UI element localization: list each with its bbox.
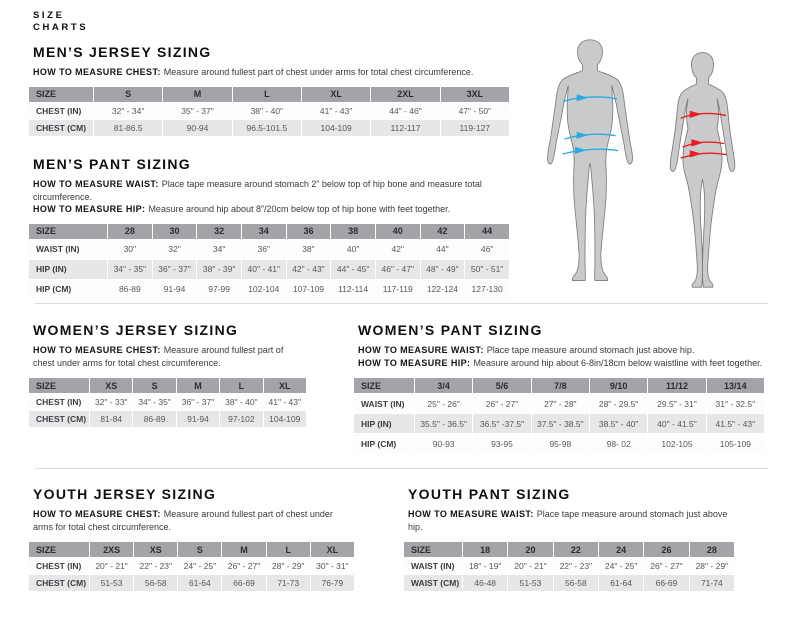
size-value: 51-53 [90,575,133,591]
howto-label: HOW TO MEASURE WAIST: [408,509,534,519]
column-header: XL [264,378,306,393]
size-value: 96.5-101.5 [233,120,301,136]
table-row [404,575,734,591]
table-row [404,558,734,574]
howto-block [403,508,735,534]
male-silhouette [548,40,633,281]
column-header: 7/8 [532,378,589,393]
size-value: 20" - 21" [508,558,552,574]
column-header: M [177,378,219,393]
column-header: L [233,87,301,102]
column-header: 5/6 [473,378,530,393]
howto-block [28,508,355,534]
size-value: 66-69 [644,575,688,591]
size-value: 104-109 [302,120,370,136]
column-header: SIZE [29,542,89,557]
size-value: 38" [287,240,331,259]
howto-label: HOW TO MEASURE WAIST: [33,179,159,189]
size-value: 38" - 40" [220,394,262,410]
row-label: WAIST (IN) [404,558,462,574]
row-label: CHEST (CM) [29,575,89,591]
page-title [33,10,88,34]
size-value: 104-109 [264,411,306,427]
section-divider [35,468,768,469]
size-value: 86-89 [133,411,175,427]
size-value: 51-53 [508,575,552,591]
size-value: 56-58 [134,575,177,591]
size-value: 44" - 45" [331,260,375,279]
howto-label: HOW TO MEASURE WAIST: [358,345,484,355]
column-header: 44 [465,224,509,239]
column-header: 20 [508,542,552,557]
column-header: 11/12 [648,378,705,393]
size-value: 36" - 37" [177,394,219,410]
size-value: 71-74 [690,575,734,591]
size-value: 30" [108,240,152,259]
column-header: 24 [599,542,643,557]
column-header: XS [134,542,177,557]
size-value: 35" - 37" [163,103,231,119]
size-value: 117-119 [376,280,420,299]
section-title: MEN’S PANT SIZING [33,156,191,172]
table-row [29,280,509,299]
column-header: 13/14 [707,378,764,393]
row-label: WAIST (IN) [29,240,107,259]
row-label: WAIST (CM) [404,575,462,591]
table-header-row [29,542,354,557]
section-youth-jersey-sizing [28,486,355,592]
howto-label: HOW TO MEASURE CHEST: [33,509,161,519]
howto-block [28,178,510,216]
size-value: 27" - 28" [532,394,589,413]
column-header: 36 [287,224,331,239]
male-body-figure [540,36,640,286]
size-value: 105-109 [707,434,764,453]
table-header-row [404,542,734,557]
size-value: 37.5" - 38.5" [532,414,589,433]
size-value: 36.5" -37.5" [473,414,530,433]
size-value: 48" - 49" [421,260,465,279]
size-value: 90-93 [415,434,472,453]
howto-label: HOW TO MEASURE CHEST: [33,345,161,355]
howto-block [353,344,765,370]
size-value: 32" - 34" [94,103,162,119]
howto-line [408,508,735,533]
column-header: S [133,378,175,393]
size-value: 41" - 43" [264,394,306,410]
size-value: 112-117 [371,120,439,136]
column-header: 26 [644,542,688,557]
female-silhouette [670,53,735,288]
howto-text: Place tape measure around stomach just above hip. [486,345,695,355]
size-value: 25" - 26" [415,394,472,413]
howto-text: Place tape measure around stomach just above hip. [408,509,728,532]
womens-jersey-size-table [28,377,307,428]
size-value: 91-94 [177,411,219,427]
size-value: 66-69 [222,575,265,591]
section-title: YOUTH PANT SIZING [408,486,571,502]
size-value: 56-58 [554,575,598,591]
size-value: 38" - 40" [233,103,301,119]
section-mens-pant-sizing [28,156,510,300]
size-value: 38" - 39" [197,260,241,279]
column-header: M [222,542,265,557]
mens-jersey-size-table [28,86,510,137]
howto-line [33,344,307,369]
column-header: SIZE [29,378,89,393]
size-value: 112-114 [331,280,375,299]
size-value: 26" - 27" [222,558,265,574]
column-header: SIZE [404,542,462,557]
column-header: M [163,87,231,102]
size-value: 127-130 [465,280,509,299]
table-header-row [29,224,509,239]
size-value: 40" - 41" [242,260,286,279]
column-header: SIZE [29,87,93,102]
column-header: XL [302,87,370,102]
size-value: 28" - 29" [690,558,734,574]
table-row [354,394,764,413]
size-value: 93-95 [473,434,530,453]
size-value: 40" - 41.5" [648,414,705,433]
size-value: 122-124 [421,280,465,299]
size-value: 119-127 [441,120,509,136]
female-body-figure [655,50,750,288]
howto-label: HOW TO MEASURE HIP: [33,204,146,214]
column-header: 40 [376,224,420,239]
size-value: 46" [465,240,509,259]
youth-pant-size-table [403,541,735,592]
howto-line [33,203,510,216]
size-value: 71-73 [267,575,310,591]
table-row [354,434,764,453]
size-value: 81-86.5 [94,120,162,136]
section-title: YOUTH JERSEY SIZING [33,486,217,502]
section-title: WOMEN’S PANT SIZING [358,322,543,338]
size-value: 38.5" - 40" [590,414,647,433]
size-value: 35.5" - 36.5" [415,414,472,433]
column-header: 30 [153,224,197,239]
section-mens-jersey-sizing [28,44,510,137]
row-label: CHEST (IN) [29,558,89,574]
table-header-row [354,378,764,393]
youth-jersey-size-table [28,541,355,592]
size-value: 91-94 [153,280,197,299]
table-header-row [29,87,509,102]
column-header: 32 [197,224,241,239]
size-value: 107-109 [287,280,331,299]
row-label: WAIST (IN) [354,394,414,413]
size-value: 41.5" - 43" [707,414,764,433]
size-value: 26" - 27" [473,394,530,413]
row-label: CHEST (IN) [29,103,93,119]
size-value: 20" - 21" [90,558,133,574]
column-header: XS [90,378,132,393]
column-header: 18 [463,542,507,557]
size-value: 32" - 33" [90,394,132,410]
size-value: 28" - 29" [267,558,310,574]
size-value: 76-79 [311,575,354,591]
size-value: 28" - 29.5" [590,394,647,413]
size-value: 81-84 [90,411,132,427]
howto-block [28,344,307,370]
row-label: CHEST (CM) [29,120,93,136]
size-value: 26" - 27" [644,558,688,574]
column-header: 28 [108,224,152,239]
size-value: 50" - 51" [465,260,509,279]
mens-pant-size-table [28,223,510,300]
size-value: 90-94 [163,120,231,136]
howto-text: Measure around fullest part of chest under arms for total chest circumference. [163,67,474,77]
size-value: 61-64 [599,575,643,591]
column-header: SIZE [354,378,414,393]
size-value: 61-64 [178,575,221,591]
size-value: 24" - 25" [599,558,643,574]
table-row [29,575,354,591]
column-header: 2XL [371,87,439,102]
size-value: 41" - 43" [302,103,370,119]
howto-label: HOW TO MEASURE HIP: [358,357,471,368]
howto-block [28,66,510,79]
size-value: 22" - 23" [134,558,177,574]
section-youth-pant-sizing [403,486,735,592]
page-title-line2: CHARTS [33,22,89,33]
size-value: 95-98 [532,434,589,453]
row-label: HIP (IN) [29,260,107,279]
table-row [29,558,354,574]
size-value: 18" - 19" [463,558,507,574]
size-value: 102-104 [242,280,286,299]
section-womens-pant-sizing [353,322,765,454]
column-header: 38 [331,224,375,239]
size-value: 32" [153,240,197,259]
size-value: 47" - 50" [441,103,509,119]
column-header: 2XS [90,542,133,557]
howto-text: Measure around fullest part of chest under arms for total chest circumference. [33,509,333,532]
column-header: S [178,542,221,557]
size-value: 46" - 47" [376,260,420,279]
howto-line [33,508,355,533]
size-value: 86-89 [108,280,152,299]
section-title: MEN’S JERSEY SIZING [33,44,212,60]
row-label: CHEST (IN) [29,394,89,410]
page-title-line1: SIZE [33,10,65,21]
howto-text: Place tape measure around stomach 2” below top of hip bone and measure total circumference. [33,179,482,202]
section-title: WOMEN’S JERSEY SIZING [33,322,239,338]
size-value: 42" [376,240,420,259]
table-row [29,260,509,279]
size-value: 30" - 31" [311,558,354,574]
table-row [29,103,509,119]
column-header: S [94,87,162,102]
column-header: 3/4 [415,378,472,393]
howto-line [33,66,510,79]
womens-pant-size-table [353,377,765,454]
size-value: 22" - 23" [554,558,598,574]
column-header: 9/10 [590,378,647,393]
size-value: 44" - 46" [371,103,439,119]
size-value: 98- 02 [590,434,647,453]
howto-text: Measure around hip about 8”/20cm below top of hip bone with feet together. [148,204,451,214]
column-header: XL [311,542,354,557]
howto-line [358,357,765,370]
section-womens-jersey-sizing [28,322,307,428]
size-value: 97-99 [197,280,241,299]
table-row [354,414,764,433]
column-header: 22 [554,542,598,557]
column-header: 34 [242,224,286,239]
column-header: L [220,378,262,393]
table-row [29,411,306,427]
section-divider [35,303,768,304]
size-value: 34" - 35" [108,260,152,279]
measurement-figures [530,30,790,300]
column-header: L [267,542,310,557]
size-value: 36" - 37" [153,260,197,279]
size-value: 42" - 43" [287,260,331,279]
size-value: 40" [331,240,375,259]
column-header: SIZE [29,224,107,239]
howto-text: Measure around fullest part of chest under arms for total chest circumference. [33,345,284,368]
size-value: 36" [242,240,286,259]
howto-line [33,178,510,203]
size-value: 34" - 35" [133,394,175,410]
size-value: 97-102 [220,411,262,427]
row-label: HIP (CM) [29,280,107,299]
table-row [29,240,509,259]
table-row [29,120,509,136]
size-value: 46-48 [463,575,507,591]
table-header-row [29,378,306,393]
column-header: 42 [421,224,465,239]
size-value: 29.5" - 31" [648,394,705,413]
size-value: 102-105 [648,434,705,453]
column-header: 3XL [441,87,509,102]
howto-line [358,344,765,357]
row-label: CHEST (CM) [29,411,89,427]
size-value: 24" - 25" [178,558,221,574]
column-header: 28 [690,542,734,557]
table-row [29,394,306,410]
row-label: HIP (CM) [354,434,414,453]
size-value: 31" - 32.5" [707,394,764,413]
size-value: 34" [197,240,241,259]
howto-label: HOW TO MEASURE CHEST: [33,67,161,77]
row-label: HIP (IN) [354,414,414,433]
howto-text: Measure around hip about 6-8in/18cm below waistline with feet together. [473,357,763,368]
size-value: 44" [421,240,465,259]
